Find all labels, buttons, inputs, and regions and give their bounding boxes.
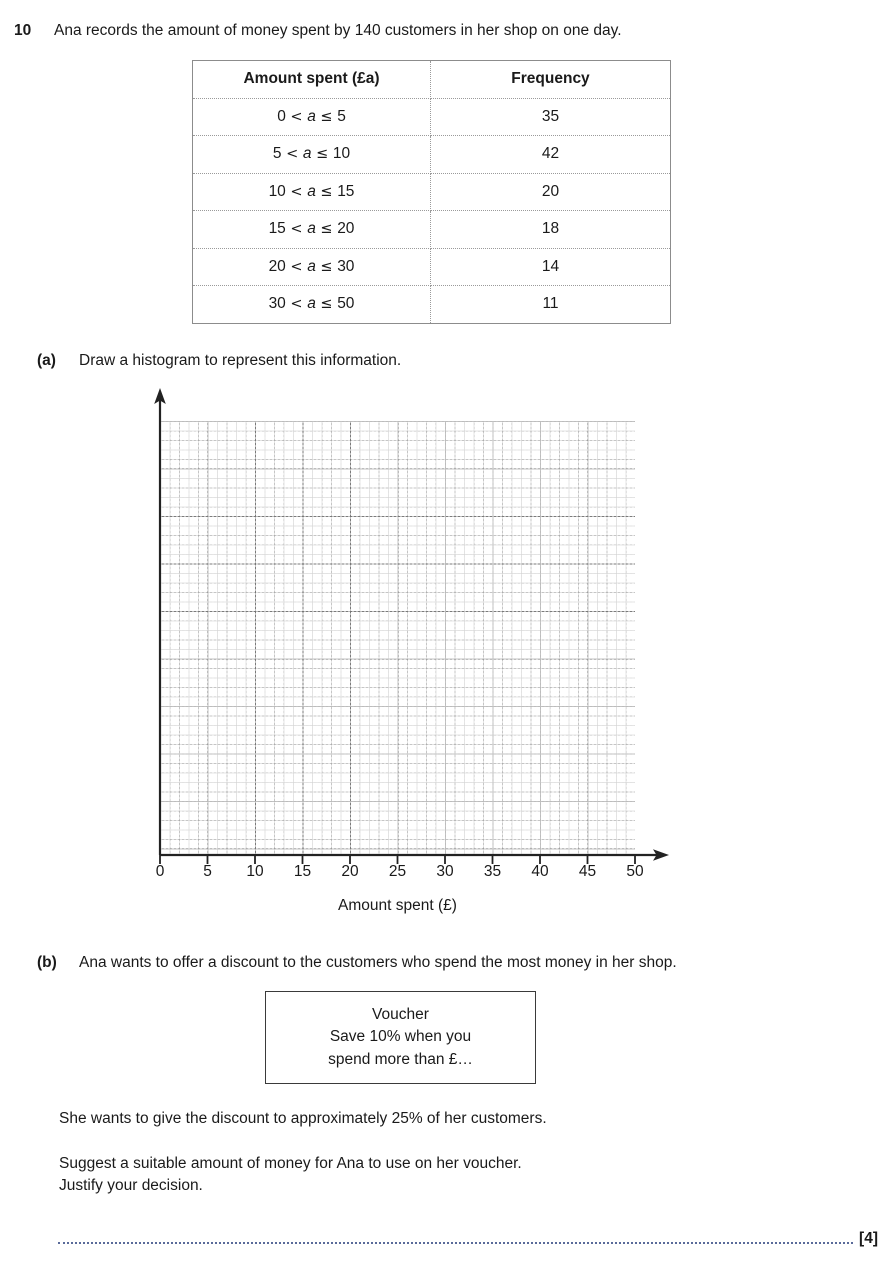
part-b-text: Ana wants to offer a discount to the customers who spend the most money in her shop. (79, 954, 677, 971)
x-tick-label: 30 (436, 863, 454, 880)
x-tick-label: 25 (388, 863, 407, 880)
part-a-text: Draw a histogram to represent this information. (79, 352, 402, 369)
answer-line[interactable] (58, 1228, 878, 1247)
x-tick-label: 5 (203, 863, 212, 880)
cell-frequency: 14 (431, 248, 671, 286)
marks-allocation: [4] (859, 1230, 878, 1247)
x-axis-tick-labels (140, 863, 700, 889)
x-axis-title: Amount spent (£) (338, 897, 457, 914)
cell-interval: 30 < a ≤ 50 (193, 286, 431, 324)
x-tick-label: 10 (246, 863, 264, 880)
cell-frequency: 42 (431, 136, 671, 174)
table-row (193, 248, 671, 286)
voucher-title: Voucher (372, 1005, 429, 1023)
cell-interval: 0 < a ≤ 5 (193, 98, 431, 136)
x-tick-label: 15 (293, 863, 312, 880)
graph-axes (140, 385, 700, 905)
x-tick-label: 45 (578, 863, 597, 880)
x-tick-label: 20 (341, 863, 359, 880)
table-row (193, 136, 671, 174)
table-row (193, 211, 671, 249)
table-row (193, 173, 671, 211)
voucher-line-2: Save 10% when you (329, 1028, 472, 1046)
x-tick-label: 50 (626, 863, 644, 880)
x-tick-label: 40 (531, 863, 549, 880)
cell-frequency: 11 (542, 295, 559, 313)
column-header-amount: Amount spent (£a) (193, 61, 431, 99)
cell-frequency: 35 (431, 98, 671, 136)
table-row (193, 286, 671, 324)
voucher-box (265, 991, 536, 1084)
part-a-row (37, 352, 867, 370)
part-a-label: (a) (37, 352, 56, 369)
cell-frequency: 18 (431, 211, 671, 249)
cell-interval: 5 < a ≤ 10 (193, 136, 431, 174)
answer-dotted-rule[interactable] (58, 1234, 853, 1244)
cell-interval: 10 < a ≤ 15 (193, 173, 431, 211)
table-row (193, 98, 671, 136)
voucher-line-3: spend more than £… (328, 1050, 473, 1068)
part-b-label: (b) (37, 954, 57, 971)
question-number: 10 (14, 22, 32, 39)
cell-frequency: 20 (431, 173, 671, 211)
justify-instruction-text: Justify your decision. (59, 1177, 203, 1194)
frequency-table (192, 60, 670, 324)
x-tick-label: 35 (483, 863, 502, 880)
question-stem: Ana records the amount of money spent by 140 customers in her shop on one day. (54, 22, 622, 39)
x-tick-label: 0 (155, 863, 165, 880)
cell-interval: 15 < a ≤ 20 (193, 211, 431, 249)
part-b-row (37, 954, 867, 972)
suggest-instruction-text: Suggest a suitable amount of money for Ana to use on her voucher. (59, 1155, 522, 1172)
question-header (14, 22, 874, 40)
histogram-grid-area[interactable] (140, 385, 700, 914)
table-header-row (193, 61, 671, 99)
discount-percentage-text: She wants to give the discount to approximately 25% of her customers. (59, 1110, 547, 1127)
cell-interval: 20 < a ≤ 30 (193, 248, 431, 286)
column-header-frequency: Frequency (431, 61, 671, 99)
